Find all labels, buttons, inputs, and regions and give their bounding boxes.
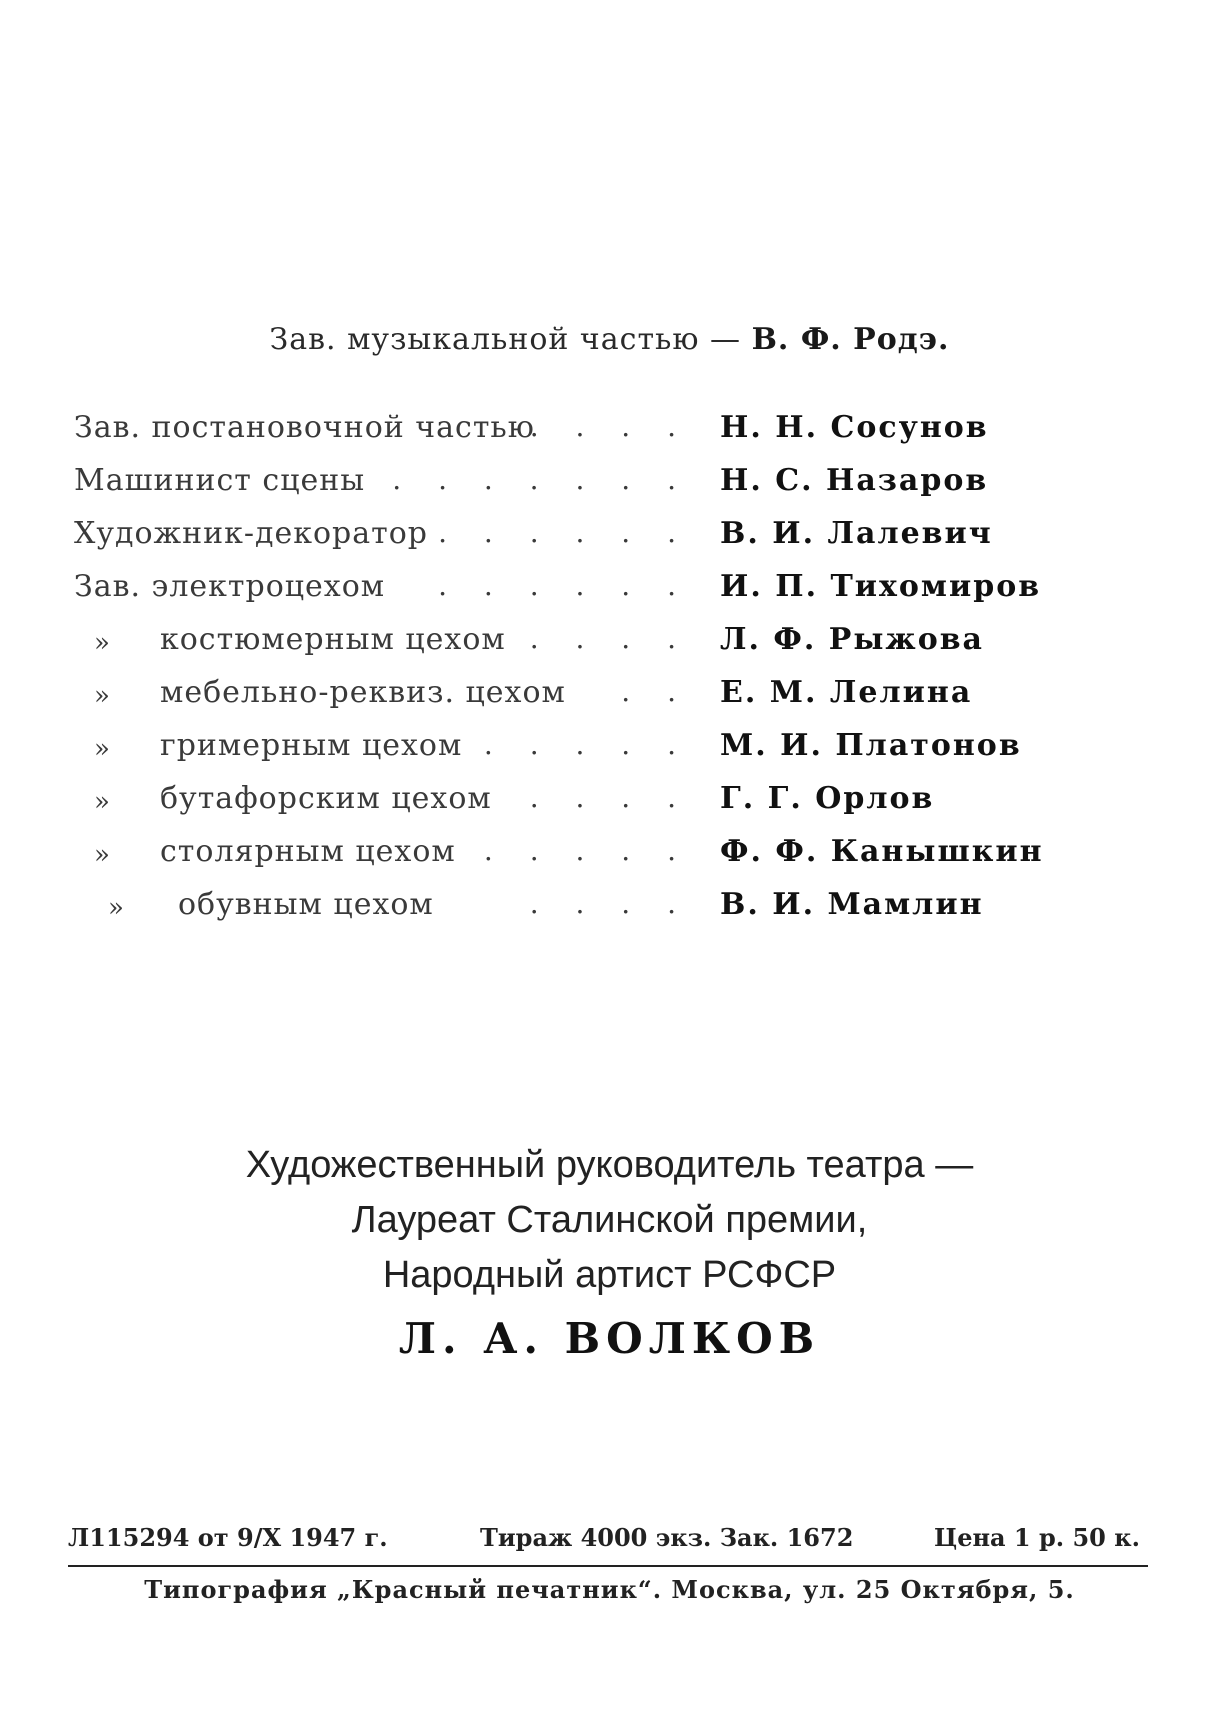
staff-row xyxy=(0,410,1219,462)
music-director-role: Зав. музыкальной частью — xyxy=(269,322,742,357)
printer-line: Типография „Красный печатник“. Москва, ул. 25 Октября, 5. xyxy=(144,1575,1075,1604)
staff-row xyxy=(0,781,1219,833)
staff-row xyxy=(0,463,1219,515)
director-name: Л. А. ВОЛКОВ xyxy=(398,1314,821,1363)
staff-role: Художник-декоратор xyxy=(74,516,429,551)
ditto-mark: » xyxy=(94,681,110,711)
staff-person-name: В. И. Лалевич xyxy=(720,516,993,551)
leader-dots: . . xyxy=(621,675,690,708)
ditto-mark: » xyxy=(94,840,110,870)
director-honorary-title: Народный артист РСФСР xyxy=(382,1254,837,1296)
music-director-name: В. Ф. Родэ. xyxy=(751,322,950,357)
leader-dots: . . . . xyxy=(529,622,690,655)
staff-role: столярным цехом xyxy=(160,834,456,869)
leader-dots: . . . . xyxy=(529,410,690,443)
leader-dots: . . . . . xyxy=(483,728,690,761)
staff-role: мебельно-реквиз. цехом xyxy=(160,675,566,710)
staff-person-name: В. И. Мамлин xyxy=(720,887,984,922)
staff-row xyxy=(0,516,1219,568)
staff-role: Зав. постановочной частью xyxy=(74,410,535,445)
staff-person-name: Н. С. Назаров xyxy=(720,463,989,498)
leader-dots: . . . . . . . xyxy=(392,463,690,496)
staff-person-name: М. И. Платонов xyxy=(720,728,1022,763)
ditto-mark: » xyxy=(94,787,110,817)
director-title: Художественный руководитель театра — xyxy=(245,1144,974,1186)
leader-dots: . . . . . . xyxy=(438,569,690,602)
leader-dots: . . . . xyxy=(529,887,690,920)
staff-person-name: Л. Ф. Рыжова xyxy=(720,622,984,657)
leader-dots: . . . . . . xyxy=(438,516,690,549)
staff-role: обувным цехом xyxy=(178,887,434,922)
director-award: Лауреат Сталинской премии, xyxy=(351,1199,868,1241)
staff-person-name: Е. М. Лелина xyxy=(720,675,973,710)
price: Цена 1 р. 50 к. xyxy=(934,1523,1140,1552)
staff-row xyxy=(0,728,1219,780)
imprint-divider xyxy=(68,1565,1148,1567)
artistic-director-block xyxy=(0,1138,1219,1366)
leader-dots: . . . . . xyxy=(483,834,690,867)
music-director-line xyxy=(0,322,1219,357)
staff-role: бутафорским цехом xyxy=(160,781,492,816)
staff-role: Машинист сцены xyxy=(74,463,366,498)
staff-person-name: Ф. Ф. Канышкин xyxy=(720,834,1044,869)
staff-row xyxy=(0,834,1219,886)
leader-dots: . . . . xyxy=(529,781,690,814)
ditto-mark: » xyxy=(94,734,110,764)
print-run: Тираж 4000 экз. Зак. 1672 xyxy=(480,1523,854,1552)
staff-role: гримерным цехом xyxy=(160,728,463,763)
staff-row xyxy=(0,569,1219,621)
staff-row xyxy=(0,887,1219,939)
license-number: Л115294 от 9/X 1947 г. xyxy=(68,1523,388,1552)
staff-person-name: Г. Г. Орлов xyxy=(720,781,935,816)
ditto-mark: » xyxy=(108,893,124,923)
staff-row xyxy=(0,675,1219,727)
ditto-mark: » xyxy=(94,628,110,658)
staff-person-name: И. П. Тихомиров xyxy=(720,569,1042,604)
staff-role: Зав. электроцехом xyxy=(74,569,386,604)
staff-role: костюмерным цехом xyxy=(160,622,506,657)
staff-person-name: Н. Н. Сосунов xyxy=(720,410,989,445)
staff-row xyxy=(0,622,1219,674)
